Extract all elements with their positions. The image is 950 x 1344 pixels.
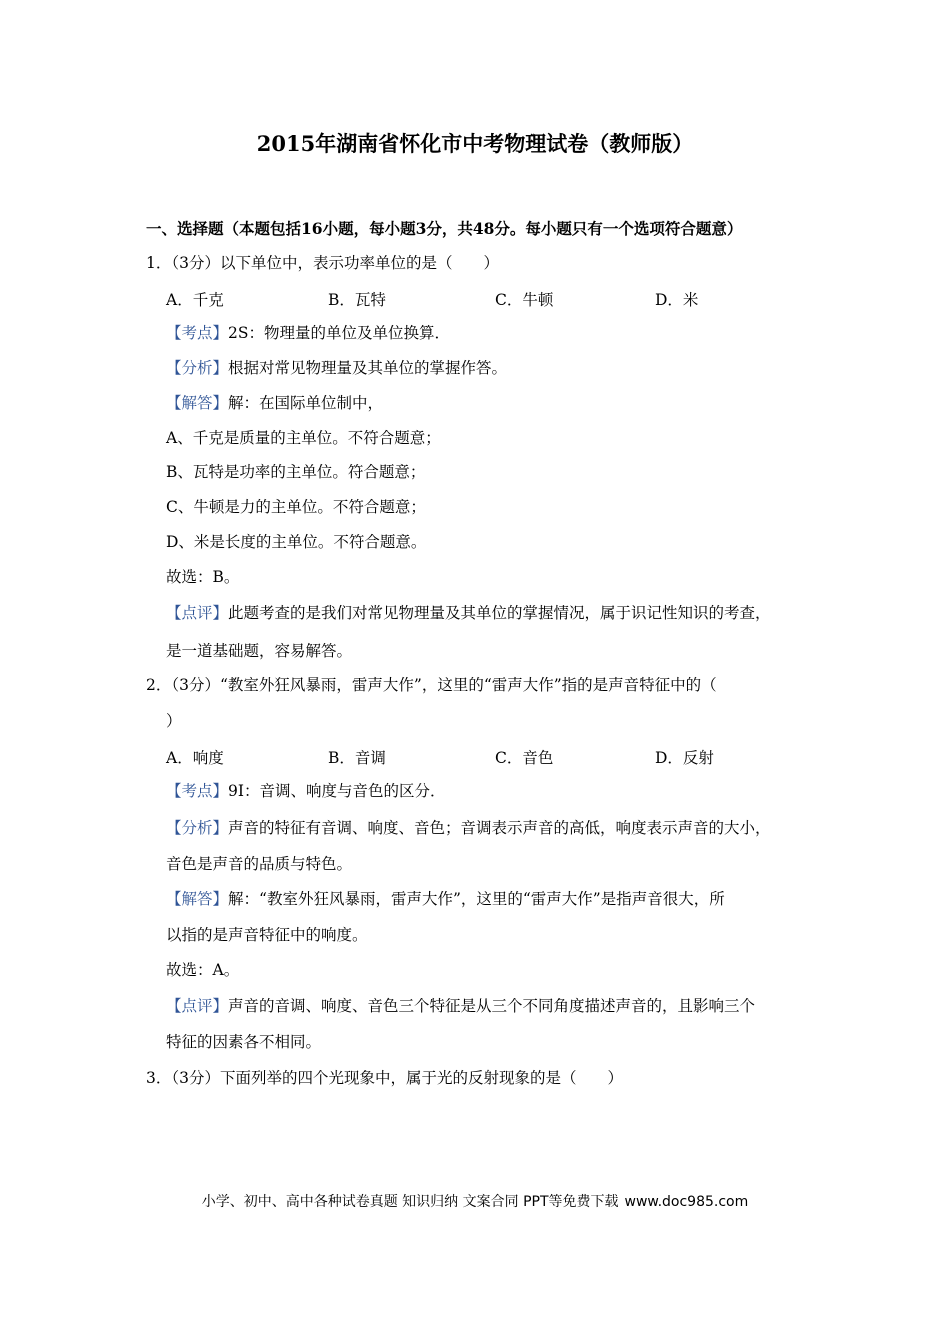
jieda-continuation: 以指的是声音特征中的响度。 (166, 926, 368, 944)
question-1-fenxi (166, 358, 507, 378)
jieda-line: C、牛顿是力的主单位。不符合题意； (166, 498, 426, 516)
fenxi-tag: 【分析】 (166, 359, 229, 377)
jieda-tag: 【解答】 (166, 890, 229, 908)
question-1-dianping (166, 603, 771, 623)
answer-line: 故选：B。 (166, 568, 240, 586)
question-2-jieda (166, 889, 725, 909)
option-c: C．音色 (495, 749, 554, 767)
question-2-fenxi (166, 818, 771, 838)
jieda-line: D、米是长度的主单位。不符合题意。 (166, 533, 427, 551)
question-2-kaodian (166, 781, 446, 801)
question-3-stem: 3．（3分）下面列举的四个光现象中，属于光的反射现象的是（ ） (146, 1069, 623, 1087)
section-heading: 一、选择题（本题包括16小题，每小题3分，共48分。每小题只有一个选项符合题意） (146, 219, 743, 238)
document-title: 2015年湖南省怀化市中考物理试卷（教师版） (256, 131, 694, 156)
fenxi-text: 根据对常见物理量及其单位的掌握作答。 (228, 359, 508, 377)
jieda-line: B、瓦特是功率的主单位。符合题意； (166, 463, 426, 481)
jieda-text: 解：“教室外狂风暴雨，雷声大作”，这里的“雷声大作”是指声音很大，所 (228, 890, 725, 908)
question-1-kaodian (166, 323, 450, 343)
kaodian-tag: 【考点】 (166, 324, 229, 342)
question-2-dianping (166, 996, 755, 1016)
dianping-text: 此题考查的是我们对常见物理量及其单位的掌握情况，属于识记性知识的考查， (228, 604, 771, 622)
dianping-tag: 【点评】 (166, 997, 229, 1015)
option-b: B．音调 (328, 749, 386, 767)
option-b: B．瓦特 (328, 291, 386, 309)
option-d: D．米 (655, 291, 699, 309)
option-d: D．反射 (655, 749, 714, 767)
question-2-stem: 2．（3分）“教室外狂风暴雨，雷声大作”，这里的“雷声大作”指的是声音特征中的（ (146, 676, 717, 694)
dianping-continuation: 是一道基础题，容易解答。 (166, 642, 353, 660)
dianping-continuation: 特征的因素各不相同。 (166, 1033, 322, 1051)
fenxi-text: 声音的特征有音调、响度、音色；音调表示声音的高低，响度表示声音的大小， (228, 819, 771, 837)
option-c: C．牛顿 (495, 291, 554, 309)
kaodian-tag: 【考点】 (166, 782, 229, 800)
page-footer (0, 1191, 950, 1211)
option-a: A．响度 (166, 749, 224, 767)
dianping-text: 声音的音调、响度、音色三个特征是从三个不同角度描述声音的，且影响三个 (228, 997, 756, 1015)
jieda-line: A、千克是质量的主单位。不符合题意； (166, 429, 441, 447)
fenxi-continuation: 音色是声音的品质与特色。 (166, 855, 353, 873)
question-1-stem: 1．（3分）以下单位中，表示功率单位的是（ ） (146, 254, 499, 272)
question-2-stem-continuation: ） (166, 712, 182, 730)
fenxi-tag: 【分析】 (166, 819, 229, 837)
jieda-text: 解：在国际单位制中， (228, 394, 384, 412)
footer-text: 小学、初中、高中各种试卷真题 知识归纳 文案合同 PPT等免费下载 (201, 1194, 619, 1210)
jieda-tag: 【解答】 (166, 394, 229, 412)
kaodian-text: 9I：音调、响度与音色的区分． (228, 782, 446, 800)
dianping-tag: 【点评】 (166, 604, 229, 622)
option-a: A．千克 (166, 291, 224, 309)
question-1-jieda (166, 393, 383, 413)
answer-line: 故选：A。 (166, 961, 240, 979)
footer-url[interactable]: www.doc985.com (624, 1194, 749, 1210)
kaodian-text: 2S：物理量的单位及单位换算． (228, 324, 450, 342)
